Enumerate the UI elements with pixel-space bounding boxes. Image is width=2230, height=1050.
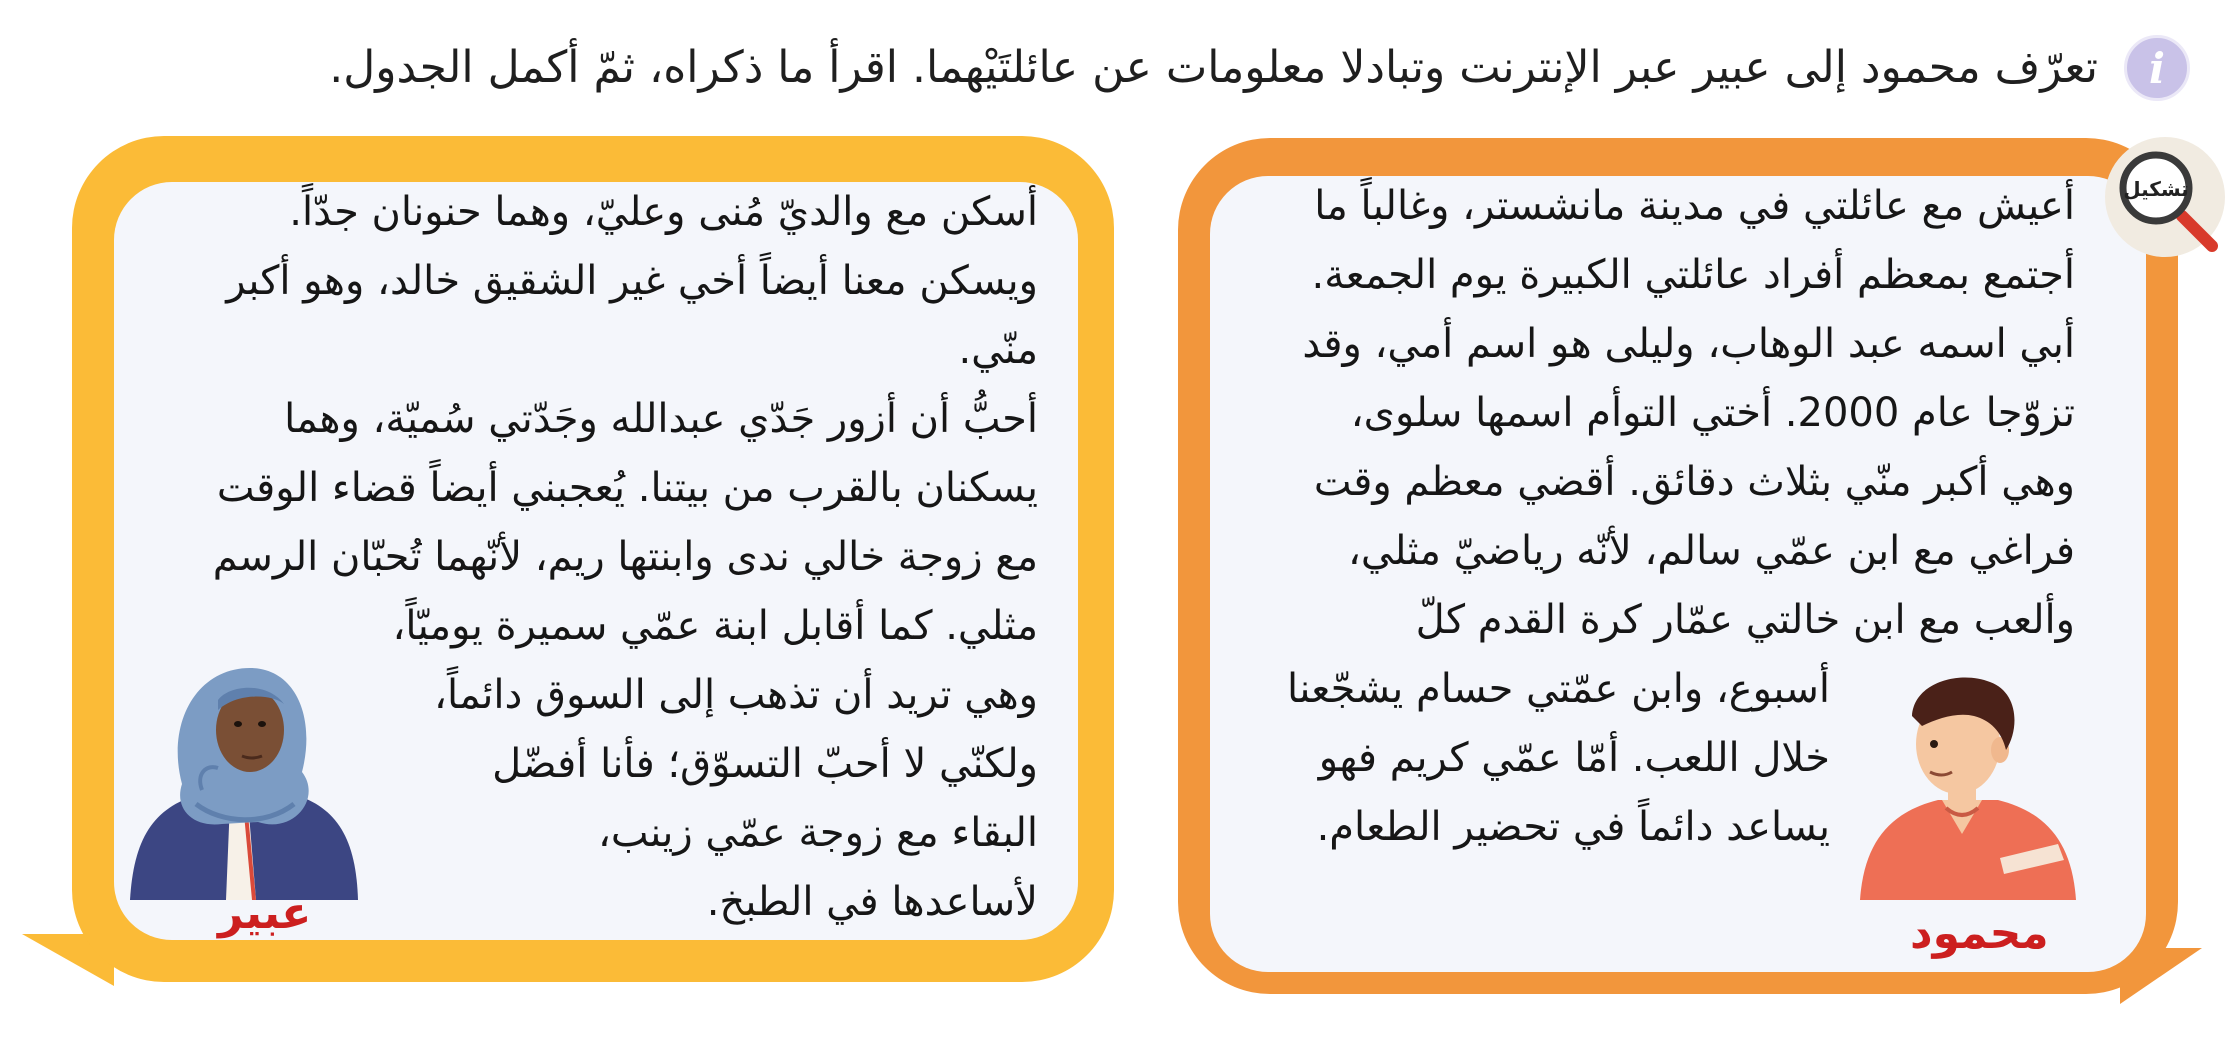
abeer-line: مع زوجة خالي ندى وابنتها ريم، لأنّهما تُحبّان الرسم — [212, 534, 1038, 580]
mahmoud-paragraph — [1302, 172, 2075, 655]
mahmoud-line: وألعب مع ابن خالتي عمّار كرة القدم كلّ — [1415, 597, 2075, 643]
mahmoud-illustration — [1850, 672, 2080, 900]
mahmoud-eye — [1930, 740, 1938, 748]
magnifier-icon[interactable] — [2104, 136, 2226, 258]
mahmoud-line: وهي أكبر منّي بثلاث دقائق. أقضي معظم وقت — [1313, 459, 2075, 505]
mahmoud-line: تزوّجا عام 2000. أختي التوأم اسمها سلوى، — [1350, 390, 2075, 436]
mahmoud-line: يساعد دائماً في تحضير الطعام. — [1316, 804, 1830, 850]
abeer-line: يسكنان بالقرب من بيتنا. يُعجبني أيضاً قضاء الوقت — [216, 465, 1038, 511]
abeer-eye — [258, 721, 266, 727]
abeer-line: أسكن مع والديّ مُنى وعليّ، وهما حنونان جدّاً. — [289, 189, 1038, 235]
abeer-line: البقاء مع زوجة عمّي زينب، — [597, 810, 1038, 856]
abeer-line: أحبُّ أن أزور جَدّي عبدالله وجَدّتي سُميّة، وهما — [284, 396, 1038, 442]
mahmoud-line: أجتمع بمعظم أفراد عائلتي الكبيرة يوم الجمعة. — [1311, 252, 2075, 298]
abeer-line: ويسكن معنا أيضاً أخي غير الشقيق خالد، وهو أكبر — [226, 258, 1038, 304]
magnifier-label: تشكيل — [2123, 177, 2189, 201]
abeer-paragraph-continued — [434, 661, 1038, 937]
abeer-line: وهي تريد أن تذهب إلى السوق دائماً، — [434, 672, 1038, 718]
info-icon[interactable]: i — [2124, 35, 2190, 101]
mahmoud-line: خلال اللعب. أمّا عمّي كريم فهو — [1318, 735, 1830, 781]
abeer-line: ولكنّي لا أحبّ التسوّق؛ فأنا أفضّل — [492, 741, 1038, 787]
mahmoud-paragraph-continued — [1287, 655, 1830, 862]
instruction-text: تعرّف محمود إلى عبير عبر الإنترنت وتبادلا معلومات عن عائلتَيْهما. اقرأ ما ذكراه، ثمّ أكمل الجدول. — [329, 41, 2098, 93]
mahmoud-line: فراغي مع ابن عمّي سالم، لأنّه رياضيّ مثلي، — [1347, 528, 2075, 574]
mahmoud-line: أسبوع، وابن عمّتي حسام يشجّعنا — [1287, 666, 1830, 712]
mahmoud-line: أعيش مع عائلتي في مدينة مانشستر، وغالباً ما — [1314, 183, 2075, 229]
abeer-illustration — [126, 664, 362, 900]
abeer-line: منّي. — [958, 327, 1038, 373]
abeer-line: لأساعدها في الطبخ. — [706, 879, 1038, 925]
abeer-eye — [234, 721, 242, 727]
abeer-line: مثلي. كما أقابل ابنة عمّي سميرة يوميّاً، — [392, 603, 1038, 649]
mahmoud-line: أبي اسمه عبد الوهاب، وليلى هو اسم أمي، وقد — [1302, 321, 2075, 367]
abeer-paragraph — [213, 178, 1038, 661]
mahmoud-name-label: محمود — [1910, 908, 2049, 959]
abeer-name-label: عبير — [218, 888, 312, 939]
instruction-bar — [20, 28, 2190, 108]
